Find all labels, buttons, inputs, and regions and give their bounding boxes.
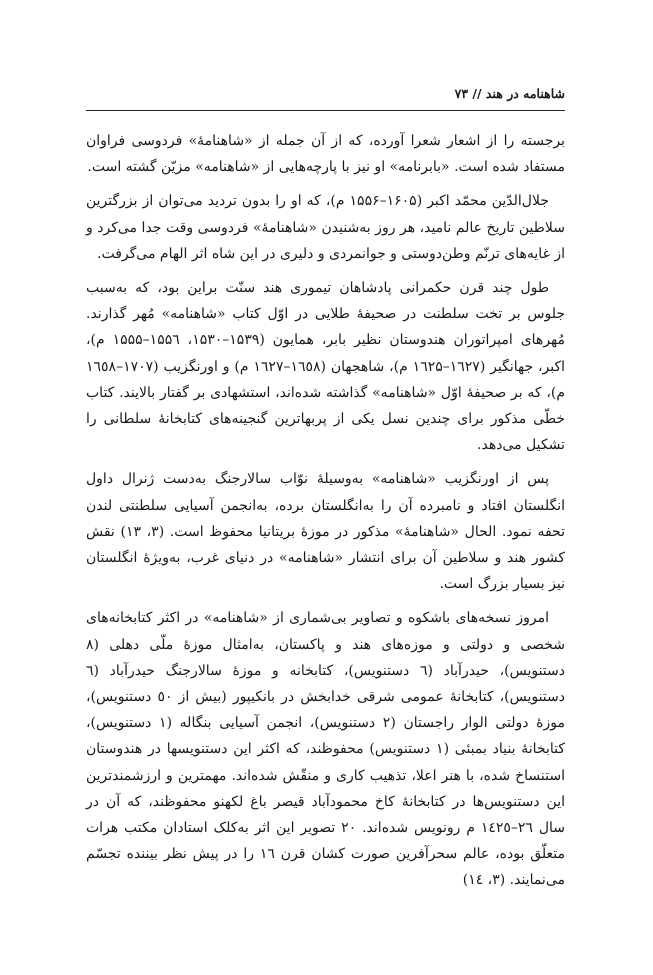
- body-text: [86, 128, 565, 902]
- running-head: شاهنامه در هند // ۷۳: [454, 86, 565, 101]
- paragraph: امروز نسخه‌های باشکوه و تصاویر بی‌شماری از «شاهنامه» در اکثر کتابخانه‌های شخصی و دولتی و موزه‌های هند و پاکستان، به‌امثال موزهٔ ملّی دهلی (۸ دستنویس)، حیدرآباد (٦ دستنویس)، کتابخانه و موزهٔ سالارجنگ حیدرآباد (٦ دستنویس)، کتابخانهٔ عمومی شرقی خدابخش در بانکیپور (بیش از ٥۰ دستنویس)، موزهٔ دولتی الوار راجستان (۲ دستنویس)، انجمن آسیایی بنگاله (۱ دستنویس)، کتابخانهٔ بنیاد بمبئی (۱ دستنویس) محفوظند، که اکثر این دستنویسها در هندوستان استنساخ شده، با هنر اعلا، تذهیب کاری و منقّش شده‌اند. مهمترین و ارزشمندترین این دستنویس‌ها در کتابخانهٔ کاخ محمودآباد قیصر باغ لکهنو محفوظند، که آن در سال ۲٦–۱٤۲٥ م رونویس شده‌اند. ۲۰ تصویر این اثر به‌کلک استادان مکتب هرات متعلّق بوده، عالم سحرآفرین صورت کشان قرن ۱٦ را در پیش نظر بیننده تجسّم می‌نمایند. (۳، ۱٤): [86, 610, 566, 889]
- paragraph: جلال‌الدّین محمّد اکبر (۱۶۰۵–۱۵۵۶ م)، که او را بدون تردید می‌توان از بزرگترین سلاطین تاریخ عالم نامید، هر روز به‌شنیدن «شاهنامهٔ» فردوسی وقت جدا می‌کرد و از غایه‌های ترنّم وطن‌دوستی و جوانمردی و دلیری در این شاه اثر الهام می‌گرفت.: [86, 193, 565, 262]
- paragraph: پس از اورنگزیب «شاهنامه» به‌وسیلهٔ نوّاب سالارجنگ به‌دست ژنرال داول انگلستان افتاد و نامبرده آن را به‌انگلستان برده، به‌انجمن آسیایی سلطنتی لندن تحفه نمود. الحال «شاهنامهٔ» مذکور در موزهٔ بریتانیا محفوظ است. (۳، ۱۳) نقش کشور هند و سلاطین آن برای انتشار «شاهنامه» در دنیای غرب، به‌ویژهٔ انگلستان نیز بسیار بزرگ است.: [86, 471, 565, 593]
- paragraph: برجسته را از اشعار شعرا آورده، که از آن جمله از «شاهنامهٔ» فردوسی فراوان مستفاد شده است. «بابرنامه» او نیز با پارچه‌هایی از «شاهنامه» مزیّن گشته است.: [86, 133, 565, 176]
- page-header: [86, 84, 565, 111]
- paragraph: طول چند قرن حکمرانی پادشاهان تیموری هند سنّت براین بود، که به‌سبب جلوس بر تخت سلطنت در صحیفهٔ طلایی در اوّل کتاب «شاهنامه» مُهر گذارند. مُهرهای امپراتوران هندوستان نظیر بابر، همایون (۱۵۳۹–۱۵۳۰، ۱۵۵٦–۱۵۵۵ م)، اکبر، جهانگیر (۱٦۲۷–۱٦۲۵ م)، شاهجهان (۱٦٥۸–۱٦۲۷ م) و اورنگزیب (۱۷۰۷–۱٦٥۸ م)، که بر صحیفهٔ اوّل «شاهنامه» گذاشته شده‌اند، استشهادی بر گفتار بالایند. کتاب خطّی مذکور برای چندین نسل یکی از پربهاترین گنجینه‌های کتابخانهٔ سلطانی را تشکیل می‌دهد.: [86, 280, 565, 454]
